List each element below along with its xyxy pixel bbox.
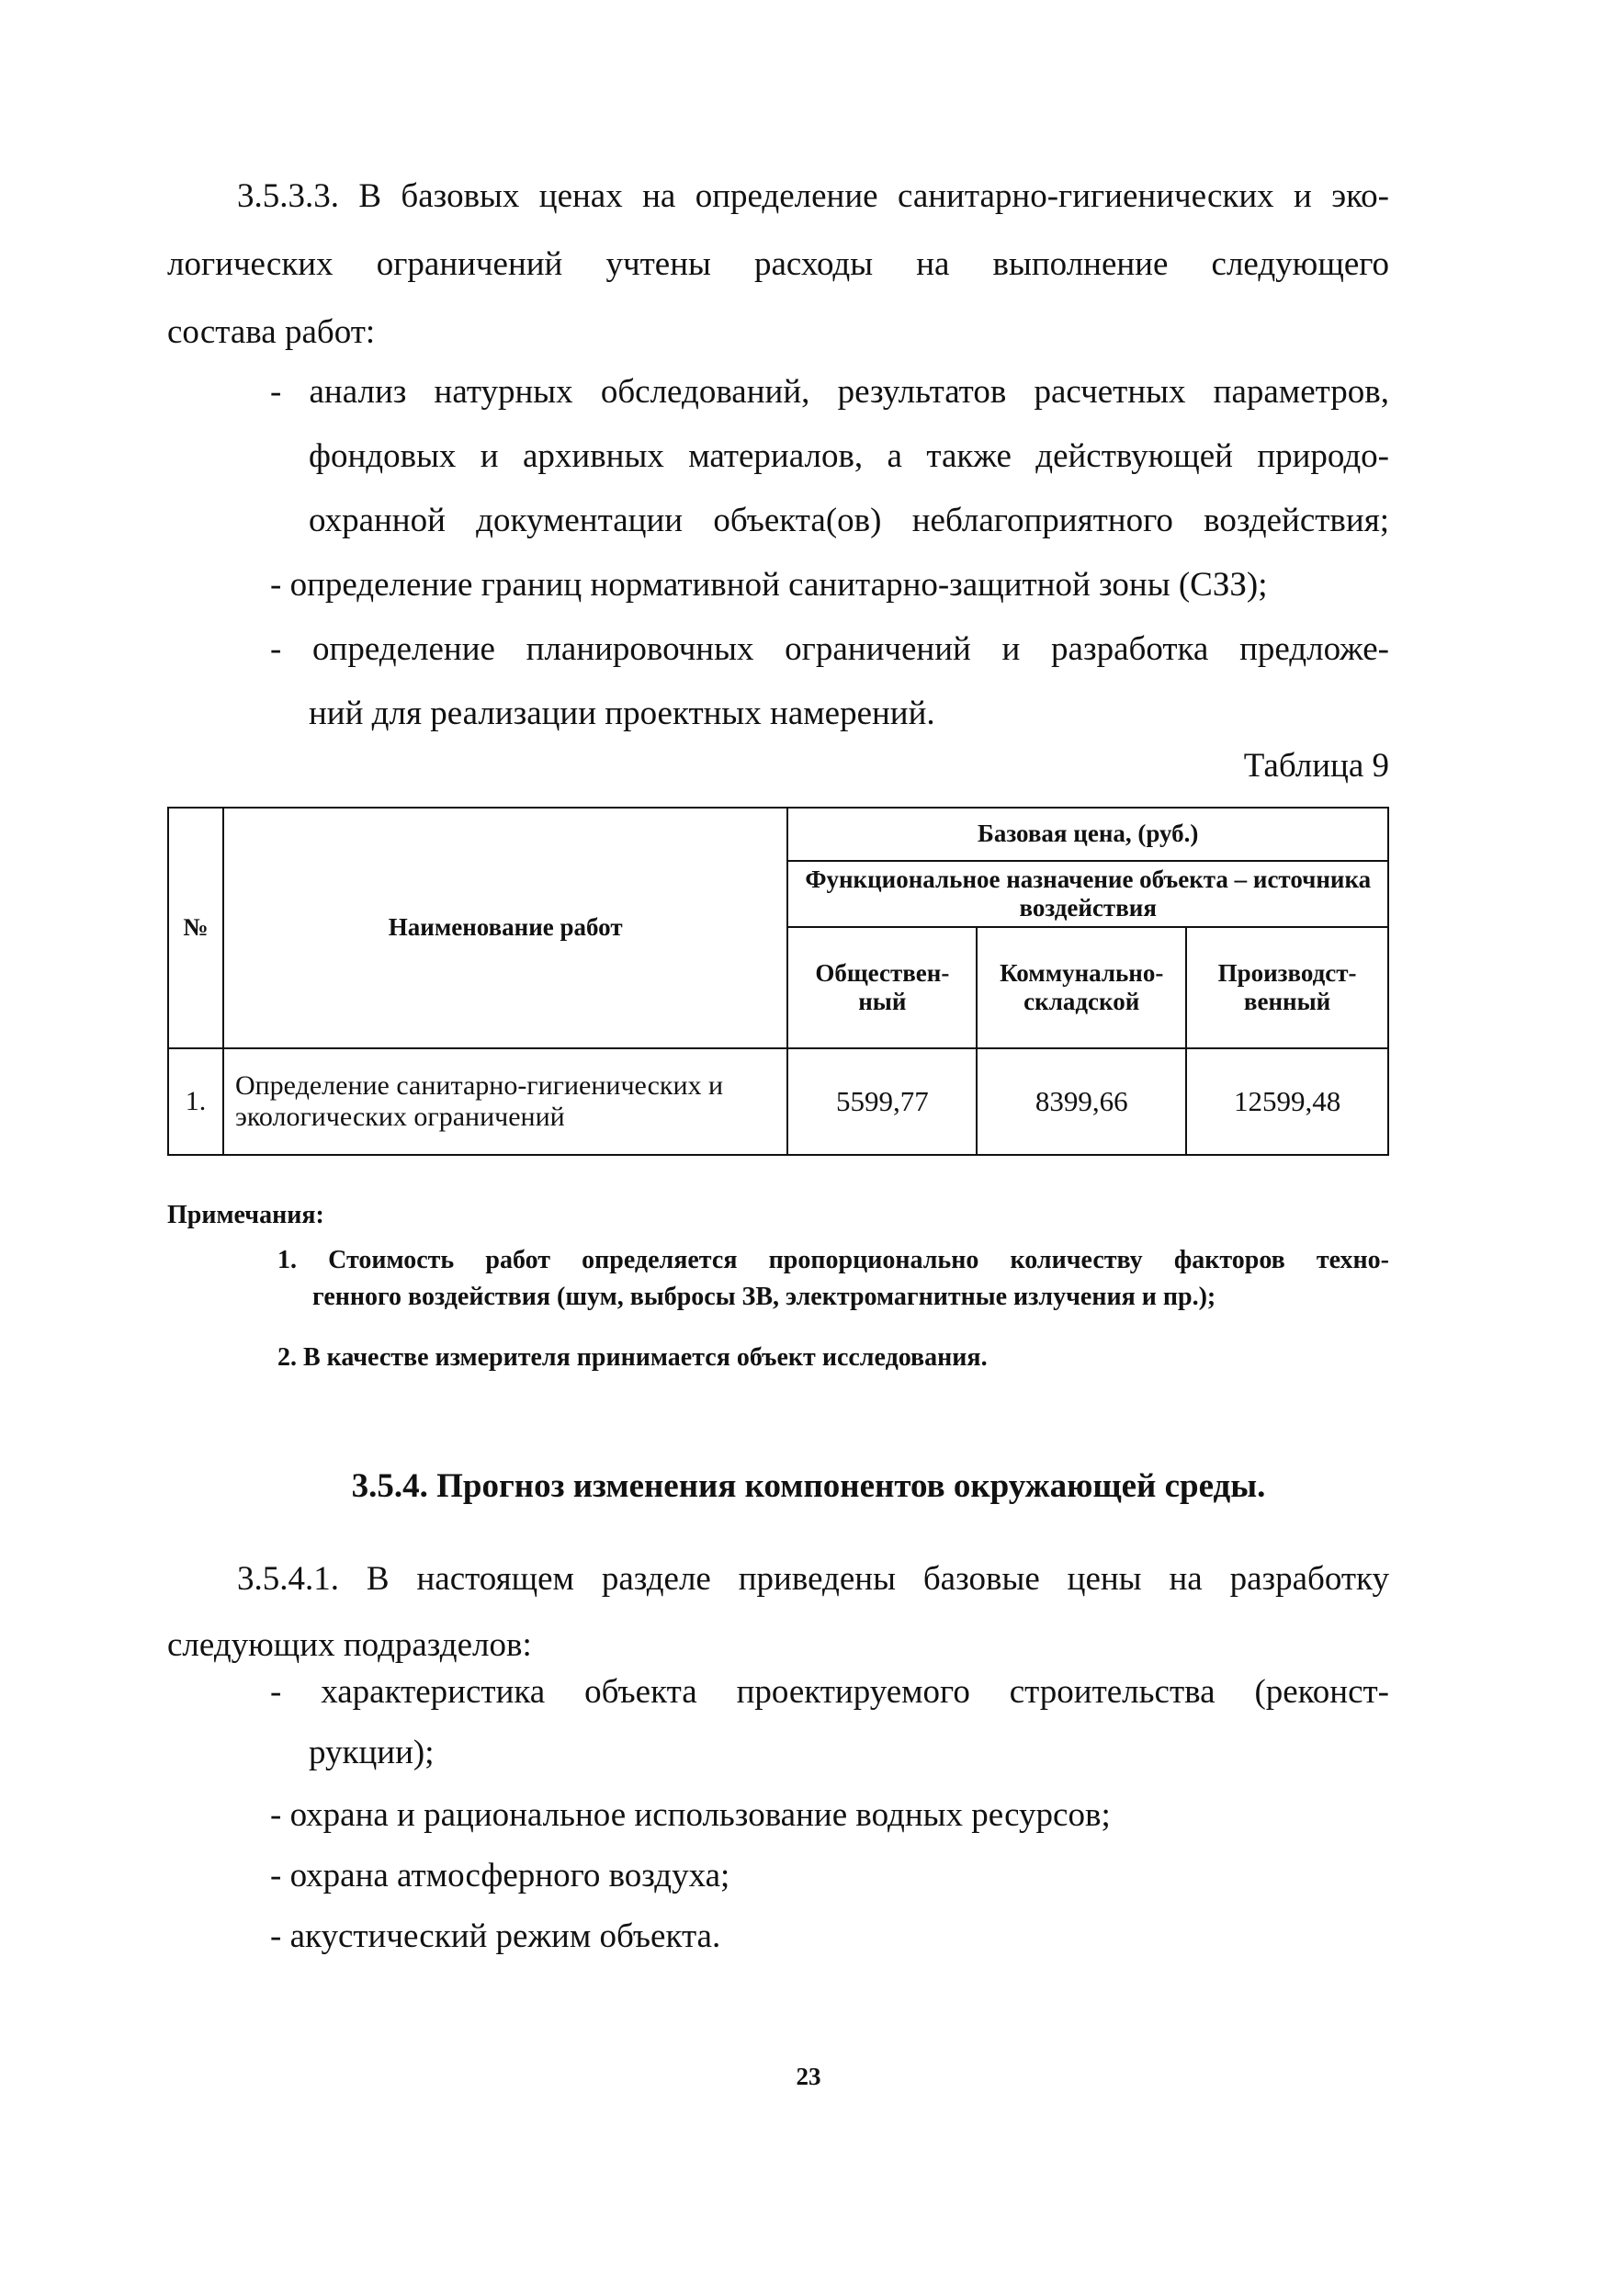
price-table	[167, 807, 1389, 1156]
cell-public: 5599,77	[787, 1048, 977, 1155]
list-item: - анализ натурных обследований, результатов расчетных параметров,	[270, 373, 1389, 411]
paragraph-line: следующих подразделов:	[167, 1626, 532, 1664]
list-item-continuation: ний для реализации проектных намерений.	[309, 695, 935, 732]
list-item-continuation: рукции);	[309, 1734, 435, 1771]
list-item: - характеристика объекта проектируемого строительства (реконст-	[270, 1673, 1389, 1711]
cell-communal: 8399,66	[977, 1048, 1186, 1155]
table-label: Таблица 9	[1243, 747, 1389, 785]
paragraph-line: логических ограничений учтены расходы на выполнение следующего	[167, 245, 1389, 283]
list-item-continuation: охранной документации объекта(ов) неблагоприятного воздействия;	[309, 502, 1389, 539]
note-item: 2. В качестве измерителя принимается объект исследования.	[277, 1343, 988, 1372]
col-header-base-price: Базовая цена, (руб.)	[787, 808, 1388, 861]
col-header-communal: Коммунально-складской	[977, 927, 1186, 1048]
paragraph-line: 3.5.4.1. В настоящем разделе приведены базовые цены на разработку	[237, 1560, 1389, 1598]
note-item-continuation: генного воздействия (шум, выбросы ЗВ, электромагнитные излучения и пр.);	[312, 1283, 1216, 1311]
list-item: - определение планировочных ограничений и разработка предложе-	[270, 630, 1389, 668]
section-heading: 3.5.4. Прогноз изменения компонентов окружающей среды.	[351, 1467, 1266, 1505]
paragraph-line: состава работ:	[167, 313, 376, 351]
cell-industrial: 12599,48	[1186, 1048, 1388, 1155]
list-item: - охрана и рациональное использование водных ресурсов;	[270, 1796, 1111, 1834]
col-header-func-purpose: Функциональное назначение объекта – источника воздействия	[787, 861, 1388, 927]
cell-name: Определение санитарно-гигиенических и экологических ограничений	[223, 1048, 788, 1155]
list-item-continuation: фондовых и архивных материалов, а также действующей природо-	[309, 437, 1389, 475]
page-number: 23	[796, 2063, 821, 2090]
list-item: - акустический режим объекта.	[270, 1917, 721, 1955]
list-item: - охрана атмосферного воздуха;	[270, 1857, 730, 1894]
col-header-public: Обществен-ный	[787, 927, 977, 1048]
list-item: - определение границ нормативной санитарно-защитной зоны (СЗЗ);	[270, 566, 1268, 604]
table-row	[168, 1048, 1388, 1155]
col-header-num: №	[168, 808, 223, 1048]
col-header-name: Наименование работ	[223, 808, 788, 1048]
col-header-industrial: Производст-венный	[1186, 927, 1388, 1048]
note-item: 1. Стоимость работ определяется пропорционально количеству факторов техно-	[277, 1246, 1389, 1274]
notes-title: Примечания:	[167, 1201, 324, 1229]
paragraph-line: 3.5.3.3. В базовых ценах на определение санитарно-гигиенических и эко-	[237, 177, 1389, 215]
cell-num: 1.	[168, 1048, 223, 1155]
